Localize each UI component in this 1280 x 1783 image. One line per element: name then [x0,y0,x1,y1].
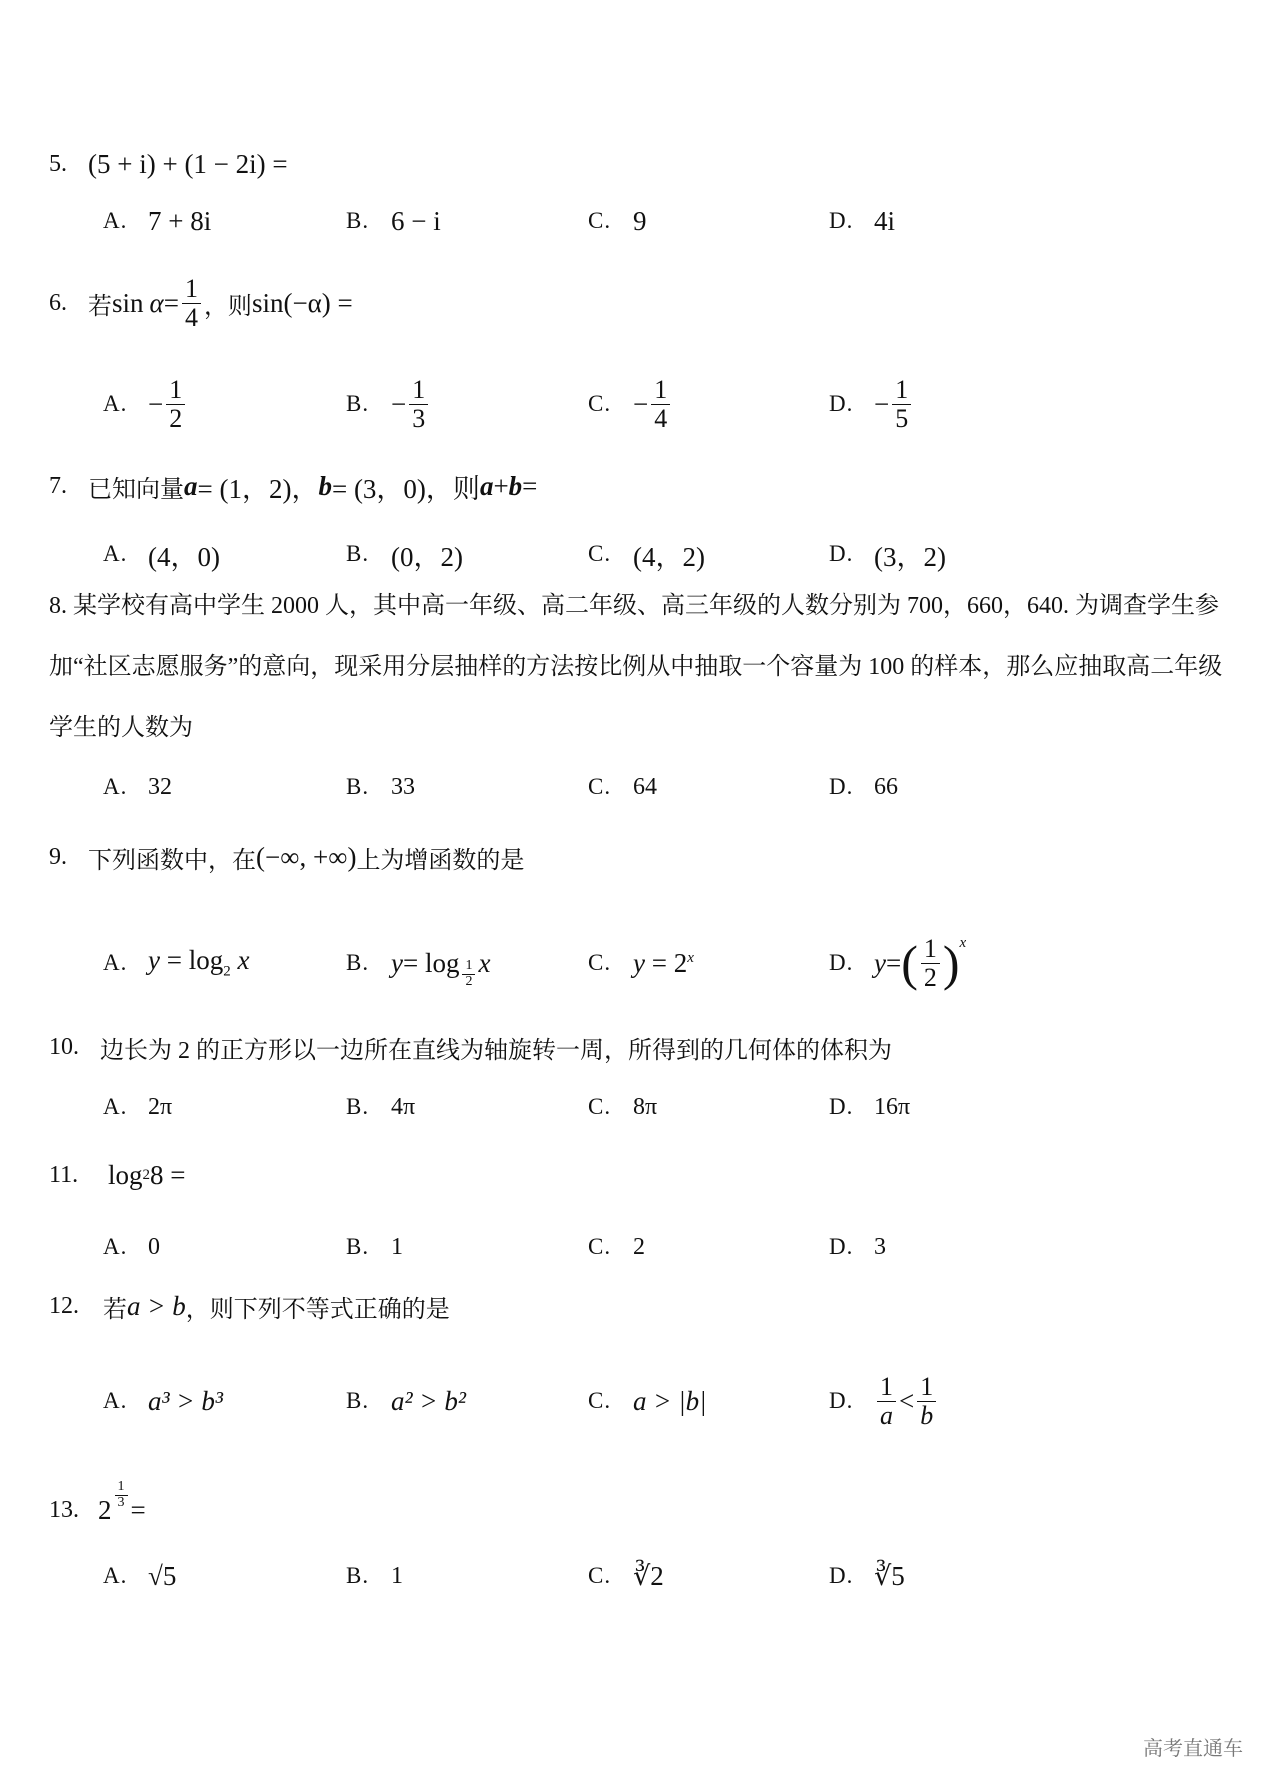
fraction [409,376,428,432]
option-label: B. [346,1094,370,1119]
question-8 [49,576,1239,759]
option-label: C. [588,1388,612,1413]
equals: = [885,947,902,978]
log-base: 2 [223,963,231,980]
question-11-options [0,1227,1280,1267]
option-c[interactable] [588,376,673,432]
option-label: A. [103,1094,128,1119]
stem-var: α [149,287,164,318]
question-stem [88,275,353,331]
question-number: 12. [49,1292,79,1319]
interval: (−∞, +∞) [256,841,357,872]
exponent: x [687,949,694,966]
option-a[interactable] [103,945,249,980]
option-label: A. [103,1234,128,1259]
option-text: √5 [148,1560,177,1591]
option-text: (0，2) [391,541,463,572]
question-number: 8. [49,593,67,619]
option-text: 66 [874,773,898,800]
question-12 [0,1286,1280,1326]
option-text: a³ > b³ [148,1385,223,1416]
numerator: 1 [877,1373,896,1401]
option-label: C. [588,950,612,975]
option-a[interactable] [103,1234,160,1261]
denominator: 2 [465,973,473,989]
var-x: x [478,947,491,978]
option-label: D. [829,208,854,233]
fraction [651,376,670,432]
option-text: 2π [148,1093,173,1120]
option-b[interactable] [346,535,463,574]
question-10 [0,1027,1280,1067]
question-10-options [0,1087,1280,1127]
option-b[interactable] [346,774,415,801]
option-a[interactable] [103,1386,223,1417]
question-9 [0,837,1280,877]
option-text: 2 [633,1233,645,1260]
option-text: (4，2) [633,541,705,572]
option-label: B. [346,1563,370,1588]
option-label: A. [103,208,128,233]
option-text: (4，0) [148,541,220,572]
option-c[interactable] [588,206,647,237]
option-c[interactable] [588,1094,657,1121]
question-7 [0,466,1280,506]
less-than: < [899,1385,915,1416]
question-13 [0,1478,1280,1532]
option-b[interactable] [346,1234,403,1261]
plus: + [493,470,509,501]
left-paren: ( [901,935,918,991]
option-label: A. [103,541,128,566]
question-5-options [0,201,1280,241]
option-label: D. [829,1563,854,1588]
numerator: 1 [409,376,428,404]
stem-fn: sin [112,287,144,318]
stem-text: 下列函数中，在 [88,847,256,874]
option-text: 4i [874,205,896,236]
question-13-options [0,1556,1280,1596]
denominator: b [920,1400,934,1430]
question-6 [0,274,1280,332]
option-a[interactable] [103,535,220,574]
numerator: 1 [115,1480,128,1496]
numerator: 1 [921,935,940,963]
numerator: 1 [182,275,201,303]
numerator: 1 [651,376,670,404]
stem-text: 上为增函数的是 [356,847,525,874]
option-d[interactable] [829,1094,910,1121]
option-b[interactable] [346,376,431,432]
denominator: 2 [169,403,183,433]
question-number: 13. [49,1496,79,1523]
option-text: 4π [391,1093,416,1120]
option-label: D. [829,1234,854,1259]
option-label: A. [103,774,128,799]
question-stem [88,840,524,875]
option-b[interactable] [346,1563,403,1590]
fraction [892,376,911,432]
option-label: D. [829,541,854,566]
denominator: 3 [412,403,426,433]
fraction [166,376,185,432]
log: log [108,1159,143,1190]
option-text: ∛2 [633,1560,664,1591]
option-text: 6 − i [391,205,441,236]
vector-a: a [479,470,494,501]
option-label: B. [346,774,370,799]
option-label: A. [103,391,128,416]
option-label: C. [588,208,612,233]
option-a[interactable] [103,1094,172,1121]
option-label: D. [829,774,854,799]
base: = 2 [644,947,688,978]
option-text: 0 [148,1233,160,1260]
question-number: 5. [49,150,67,177]
option-text: ∛5 [874,1560,905,1591]
question-6-options [0,375,1280,433]
option-text: 64 [633,773,657,800]
var-y: y [633,947,645,978]
option-label: D. [829,950,854,975]
question-number: 6. [49,289,67,316]
option-a[interactable] [103,1561,176,1592]
option-label: B. [346,541,370,566]
option-d[interactable] [829,376,914,432]
option-text: 33 [391,773,415,800]
equals: = [522,470,538,501]
question-number: 10. [49,1033,79,1060]
log-base: 2 [142,1166,151,1183]
sign: − [874,388,890,419]
stem-text: ，则 [203,293,252,320]
option-label: C. [588,1234,612,1259]
option-label: D. [829,1388,854,1413]
option-label: B. [346,1234,370,1259]
stem-text: 若 [103,1296,127,1323]
option-d[interactable] [829,1234,886,1261]
option-b[interactable] [346,937,490,989]
denominator: a [880,1400,893,1430]
question-number: 11. [49,1161,79,1188]
option-text: (3，2) [874,541,946,572]
option-label: B. [346,208,370,233]
question-7-options [0,534,1280,574]
fraction [182,275,201,331]
numerator: 1 [892,376,911,404]
option-label: A. [103,1388,128,1413]
option-label: B. [346,391,370,416]
option-label: D. [829,1094,854,1119]
option-text: 32 [148,773,172,800]
fraction [921,935,940,991]
option-label: C. [588,774,612,799]
option-d[interactable] [829,1561,905,1592]
sign: − [148,388,164,419]
stem-text: 若 [88,293,112,320]
option-text: 7 + 8i [148,205,212,236]
question-stem: 边长为 2 的正方形以一边所在直线为轴旋转一周，所得到的几何体的体积为 [100,1037,892,1064]
option-label: B. [346,1388,370,1413]
stem-math: sin(−α) = [251,287,353,318]
question-5 [0,144,1280,184]
var-x: x [230,945,250,976]
stem-text: ，则下列不等式正确的是 [185,1296,450,1323]
option-d[interactable] [829,206,895,237]
option-b[interactable] [346,1094,415,1121]
question-stem [103,1289,450,1324]
sign: − [391,388,407,419]
option-c[interactable] [588,948,694,979]
option-d[interactable] [829,774,898,801]
option-a[interactable] [103,774,172,801]
vector-b: b [508,470,523,501]
option-text: 3 [874,1233,886,1260]
option-text: 16π [874,1093,911,1120]
question-stem [108,1160,186,1191]
vector-a-value: = (1，2)， [197,473,319,504]
vector-b: b [318,470,332,501]
option-label: C. [588,391,612,416]
option-label: C. [588,1563,612,1588]
denominator: 2 [923,962,937,992]
stem-rest: 8 = [150,1159,186,1190]
option-a[interactable] [103,376,188,432]
question-number: 7. [49,472,67,499]
denominator: 4 [184,302,198,332]
question-stem [98,1478,146,1526]
question-9-options [0,934,1280,992]
question-11 [0,1155,1280,1195]
var-y: y [874,947,886,978]
right-paren: ) [942,935,960,991]
question-stem [88,467,537,506]
option-c[interactable] [588,774,657,801]
fraction [917,1373,936,1429]
log-base-fraction [462,959,475,989]
option-c[interactable] [588,535,705,574]
stem-eq: = [163,287,179,318]
watermark: 高考直通车 [1143,1736,1243,1760]
option-text: 8π [633,1093,658,1120]
option-label: B. [346,950,370,975]
vector-b-value: = (3，0)，则 [331,473,480,504]
exponent-fraction [115,1480,128,1510]
option-text: 1 [391,1233,403,1260]
denominator: 3 [117,1494,125,1510]
option-c[interactable] [588,1386,707,1417]
log: = log [402,947,460,978]
stem-text: 已知向量 [88,476,184,503]
var-y: y [391,947,403,978]
option-a[interactable] [103,206,211,237]
question-number: 9. [49,843,67,870]
numerator: 1 [462,959,475,975]
numerator: 1 [166,376,185,404]
var-y: y [148,945,160,976]
option-text: 9 [633,205,647,236]
vector-a: a [184,470,198,501]
option-d[interactable] [829,535,946,574]
base: 2 [98,1494,112,1525]
option-c[interactable] [588,1561,664,1592]
sign: − [633,388,649,419]
question-stem: 某学校有高中学生 2000 人，其中高一年级、高二年级、高三年级的人数分别为 700，660，640. 为调查学生参加“社区志愿服务”的意向，现采用分层抽样的方法按比例从中抽取一个容量为 100 的样本，那么应抽取高二年级学生的人数为 [49,593,1223,741]
option-label: D. [829,391,854,416]
option-text: a² > b² [391,1385,466,1416]
question-12-options [0,1372,1280,1430]
fraction [877,1373,896,1429]
equals: = [130,1494,146,1525]
option-label: C. [588,541,612,566]
denominator: 4 [654,403,668,433]
numerator: 1 [917,1373,936,1401]
option-b[interactable] [346,1386,466,1417]
option-c[interactable] [588,1234,645,1261]
exponent: x [959,935,967,952]
option-label: A. [103,1563,128,1588]
option-label: A. [103,949,128,975]
option-label: C. [588,1094,612,1119]
question-8-options [0,767,1280,807]
denominator: 5 [895,403,909,433]
condition: a > b [127,1290,186,1321]
option-d[interactable] [829,1373,939,1429]
log: = log [159,945,224,976]
option-d[interactable] [829,935,966,991]
question-stem: (5 + i) + (1 − 2i) = [88,148,288,179]
option-text: a > |b| [633,1385,707,1416]
option-b[interactable] [346,206,441,237]
option-text: 1 [391,1562,403,1589]
